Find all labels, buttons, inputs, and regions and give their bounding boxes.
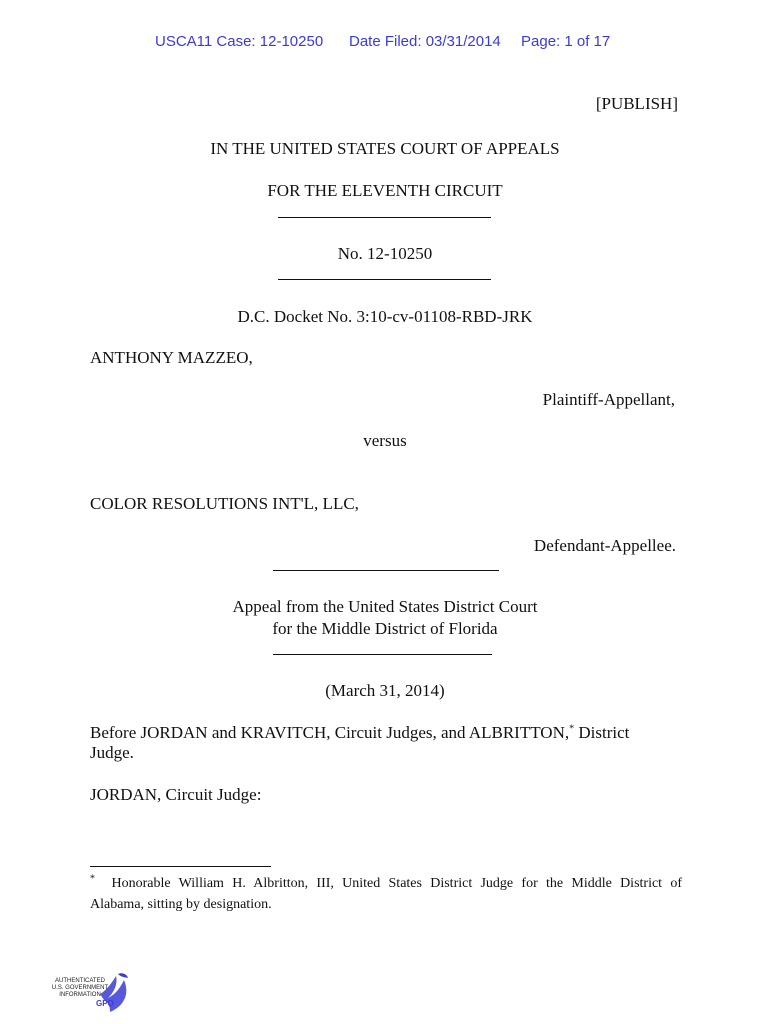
- decision-date: (March 31, 2014): [325, 681, 445, 700]
- defendant-name: COLOR RESOLUTIONS INT'L, LLC,: [90, 494, 359, 513]
- court-line1: IN THE UNITED STATES COURT OF APPEALS: [210, 139, 560, 158]
- publish-tag: [PUBLISH]: [595, 94, 678, 113]
- docket-number: D.C. Docket No. 3:10-cv-01108-RBD-JRK: [237, 307, 533, 326]
- footnote-ref[interactable]: *: [569, 723, 575, 735]
- footnote-marker: *: [90, 873, 95, 885]
- header-page: Page: 1 of 17: [521, 33, 611, 50]
- divider-1: [278, 217, 491, 218]
- court-line2: FOR THE ELEVENTH CIRCUIT: [267, 181, 503, 200]
- plaintiff-role: Plaintiff-Appellant,: [542, 390, 675, 409]
- plaintiff-name: ANTHONY MAZZEO,: [90, 348, 253, 367]
- header-case: USCA11 Case: 12-10250: [155, 33, 324, 50]
- header-filed: Date Filed: 03/31/2014: [349, 33, 501, 50]
- appeal-line1: Appeal from the United States District Court: [232, 597, 538, 616]
- gpo-eagle-icon: [44, 972, 134, 1016]
- gpo-authentication-logo: [44, 972, 134, 1016]
- footnote-rule: [90, 866, 271, 867]
- case-number: No. 12-10250: [337, 244, 433, 263]
- panel-text-end: District: [574, 723, 630, 742]
- divider-4: [273, 654, 492, 655]
- logo-line2: U.S. GOVERNMENT: [51, 985, 109, 991]
- divider-2: [278, 279, 491, 280]
- opinion-author: JORDAN, Circuit Judge:: [90, 785, 262, 804]
- logo-line4: GPO: [96, 999, 114, 1008]
- logo-line1: AUTHENTICATED: [55, 978, 105, 984]
- versus-text: versus: [363, 431, 407, 450]
- divider-3: [273, 570, 499, 571]
- footnote-line1: [90, 873, 682, 892]
- footnote-line2: Alabama, sitting by designation.: [90, 897, 272, 912]
- panel-line1: [90, 723, 629, 743]
- footnote-text: Honorable William H. Albritton, III, United States District Judge for the Middle District of: [111, 876, 682, 891]
- appeal-line2: for the Middle District of Florida: [272, 619, 498, 638]
- panel-text: Before JORDAN and KRAVITCH, Circuit Judges, and ALBRITTON,: [90, 723, 570, 742]
- logo-line3: INFORMATION: [59, 992, 101, 998]
- panel-line2: Judge.: [90, 743, 134, 762]
- defendant-role: Defendant-Appellee.: [533, 536, 676, 555]
